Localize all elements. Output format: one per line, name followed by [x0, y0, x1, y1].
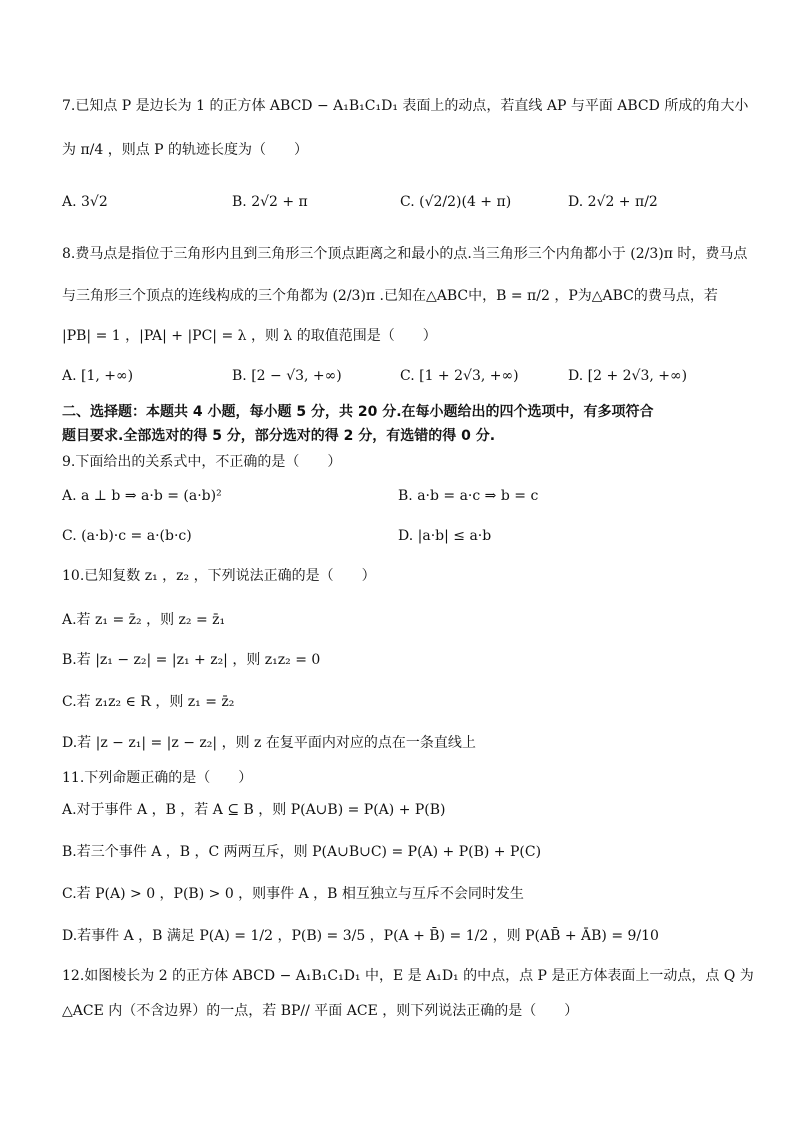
- q10-stem: 10.已知复数 z₁ ，z₂ ，下列说法正确的是（ ）: [62, 568, 376, 584]
- section-2-heading-line1: 二、选择题：本题共 4 小题，每小题 5 分，共 20 分.在每小题给出的四个选项中，有多项符合: [62, 404, 654, 420]
- q9-option-b: B. a·b = a·c ⇒ b = c: [398, 488, 539, 504]
- section-2-heading-line2: 题目要求.全部选对的得 5 分，部分选对的得 2 分，有选错的得 0 分.: [62, 428, 496, 444]
- q8-stem-line1: 8.费马点是指位于三角形内且到三角形三个顶点距离之和最小的点.当三角形三个内角都小于 (2/3)π 时，费马点: [62, 246, 748, 262]
- q8-option-d: D. [2 + 2√3, +∞): [568, 368, 688, 384]
- q10-option-d: D.若 |z − z₁| = |z − z₂| ，则 z 在复平面内对应的点在一条直线上: [62, 735, 476, 751]
- q12-stem-line2: △ACE 内（不含边界）的一点，若 BP// 平面 ACE ，则下列说法正确的是（ ）: [62, 1003, 579, 1019]
- q11-option-c: C.若 P(A) > 0 ，P(B) > 0 ，则事件 A ，B 相互独立与互斥不会同时发生: [62, 886, 524, 902]
- q8-stem-line3: |PB| = 1 ，|PA| + |PC| = λ ，则 λ 的取值范围是（ ）: [62, 328, 437, 344]
- q8-stem-line2: 与三角形三个顶点的连线构成的三个角都为 (2/3)π .已知在△ABC中，B = π/2 ，P为△ABC的费马点，若: [62, 288, 718, 304]
- q7-option-d: D. 2√2 + π/2: [568, 194, 658, 210]
- q11-option-b: B.若三个事件 A ，B ，C 两两互斥，则 P(A∪B∪C) = P(A) + P(B) + P(C): [62, 844, 542, 860]
- q7-stem-line1: 7.已知点 P 是边长为 1 的正方体 ABCD − A₁B₁C₁D₁ 表面上的动点，若直线 AP 与平面 ABCD 所成的角大小: [62, 98, 749, 114]
- q10-option-c: C.若 z₁z₂ ∈ R ，则 z₁ = z̄₂: [62, 694, 235, 710]
- q12-stem-line1: 12.如图棱长为 2 的正方体 ABCD − A₁B₁C₁D₁ 中，E 是 A₁D₁ 的中点，点 P 是正方体表面上一动点，点 Q 为: [62, 968, 754, 984]
- q11-option-a: A.对于事件 A ，B ，若 A ⊆ B ，则 P(A∪B) = P(A) + P(B): [62, 802, 446, 818]
- q7-option-c: C. (√2/2)(4 + π): [400, 194, 512, 210]
- q10-option-a: A.若 z₁ = z̄₂ ，则 z₂ = z̄₁: [62, 612, 226, 628]
- q9-option-c: C. (a·b)·c = a·(b·c): [62, 528, 192, 544]
- q11-stem: 11.下列命题正确的是（ ）: [62, 770, 253, 786]
- q8-option-a: A. [1, +∞): [62, 368, 134, 384]
- q8-option-b: B. [2 − √3, +∞): [232, 368, 342, 384]
- q9-option-a: A. a ⊥ b ⇒ a·b = (a·b)²: [62, 488, 222, 504]
- q7-option-b: B. 2√2 + π: [232, 194, 308, 210]
- q7-option-a: A. 3√2: [62, 194, 108, 210]
- q9-stem: 9.下面给出的关系式中，不正确的是（ ）: [62, 454, 342, 470]
- q10-option-b: B.若 |z₁ − z₂| = |z₁ + z₂| ，则 z₁z₂ = 0: [62, 652, 321, 668]
- q11-option-d: D.若事件 A ，B 满足 P(A) = 1/2 ，P(B) = 3/5 ，P(A + B̄) = 1/2 ，则 P(AB̄ + ĀB) = 9/10: [62, 928, 659, 944]
- q9-option-d: D. |a·b| ≤ a·b: [398, 528, 492, 544]
- q7-stem-line2: 为 π/4 ，则点 P 的轨迹长度为（ ）: [62, 142, 309, 158]
- q8-option-c: C. [1 + 2√3, +∞): [400, 368, 519, 384]
